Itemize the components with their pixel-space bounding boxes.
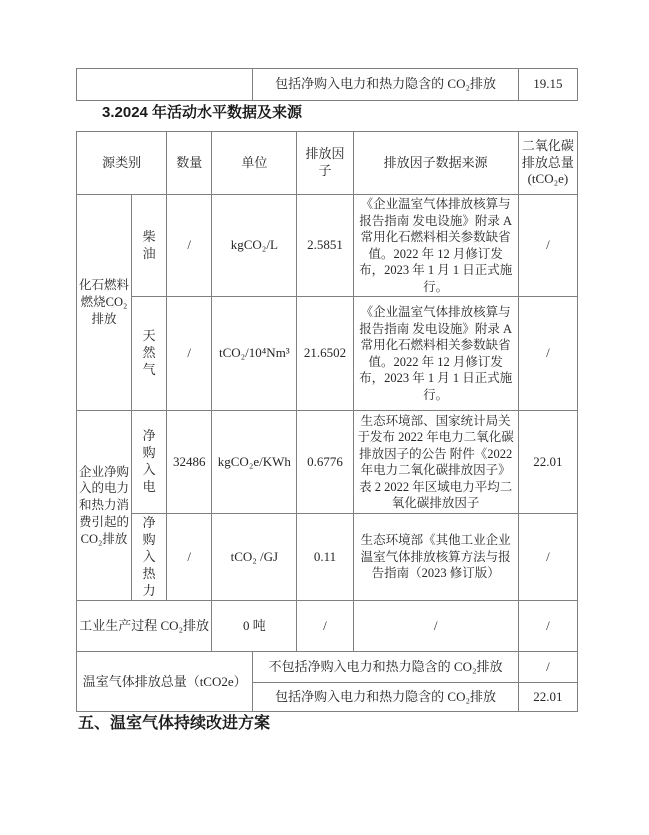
electricity-factor: 0.6776 [297, 411, 353, 514]
header-factor-source: 排放因子数据来源 [353, 132, 518, 195]
header-factor: 排放因子 [297, 132, 353, 195]
gas-unit: tCO₂/10⁴Nm³ [212, 297, 297, 411]
heat-quantity: / [167, 514, 212, 601]
total-including-value: 22.01 [518, 683, 577, 712]
totals-label: 温室气体排放总量（tCO2e） [77, 652, 253, 712]
diesel-quantity: / [167, 195, 212, 297]
diesel-unit: kgCO₂/L [212, 195, 297, 297]
carryover-empty-cell [77, 69, 253, 101]
total-excluding-text: 不包括净购入电力和热力隐含的 CO₂排放 [253, 652, 519, 683]
diesel-factor: 2.5851 [297, 195, 353, 297]
electricity-factor-source: 生态环境部、国家统计局关于发布 2022 年电力二氧化碳排放因子的公告 附件《2022 年电力二氧化碳排放因子》表 2 2022 年区域电力平均二氧化碳排放因子 [353, 411, 518, 514]
improvement-plan-heading: 五、温室气体持续改进方案 [78, 715, 271, 732]
fossil-category-cell: 化石燃料燃烧CO₂排放 [77, 195, 132, 411]
purchased-category-cell: 企业净购入的电力和热力消费引起的 CO₂排放 [77, 411, 132, 601]
heat-unit: tCO₂ /GJ [212, 514, 297, 601]
electricity-total: 22.01 [518, 411, 577, 514]
row-industrial-process [77, 601, 578, 652]
heat-name-cell: 净购入热力 [132, 514, 167, 601]
carryover-including-value: 19.15 [518, 69, 577, 101]
electricity-name-cell: 净购入电 [132, 411, 167, 514]
diesel-factor-source: 《企业温室气体排放核算与报告指南 发电设施》附录 A 常用化石燃料相关参数缺省值。2022 年 12 月修订发布，2023 年 1 月 1 日正式施行。 [353, 195, 518, 297]
industrial-factor: / [297, 601, 353, 652]
heat-factor-source: 生态环境部《其他工业企业温室气体排放核算方法与报告指南（2023 修订版） [353, 514, 518, 601]
total-excluding-value: / [518, 652, 577, 683]
header-source-category: 源类别 [77, 132, 167, 195]
total-including-text: 包括净购入电力和热力隐含的 CO₂排放 [253, 683, 519, 712]
industrial-label: 工业生产过程 CO₂排放 [77, 601, 212, 652]
diesel-name-cell: 柴油 [132, 195, 167, 297]
row-diesel [77, 195, 578, 297]
industrial-factor-source: / [353, 601, 518, 652]
heat-total: / [518, 514, 577, 601]
row-purchased-electricity [77, 411, 578, 514]
carryover-including-text: 包括净购入电力和热力隐含的 CO₂排放 [253, 69, 519, 101]
header-unit: 单位 [212, 132, 297, 195]
header-quantity: 数量 [167, 132, 212, 195]
table-header-row [77, 132, 578, 195]
row-natural-gas [77, 297, 578, 411]
activity-data-heading: 3.2024 年活动水平数据及来源 [102, 104, 303, 121]
header-total: 二氧化碳排放总量(tCO₂e) [518, 132, 577, 195]
industrial-total: / [518, 601, 577, 652]
gas-quantity: / [167, 297, 212, 411]
gas-factor: 21.6502 [297, 297, 353, 411]
gas-total: / [518, 297, 577, 411]
activity-data-table [76, 131, 578, 712]
diesel-total: / [518, 195, 577, 297]
heat-factor: 0.11 [297, 514, 353, 601]
electricity-quantity: 32486 [167, 411, 212, 514]
row-purchased-heat [77, 514, 578, 601]
electricity-unit: kgCO₂e/KWh [212, 411, 297, 514]
row-total-excluding [77, 652, 578, 683]
gas-name-cell: 天然气 [132, 297, 167, 411]
gas-factor-source: 《企业温室气体排放核算与报告指南 发电设施》附录 A 常用化石燃料相关参数缺省值。2022 年 12 月修订发布，2023 年 1 月 1 日正式施行。 [353, 297, 518, 411]
carryover-total-row-table [76, 68, 578, 101]
carryover-total-row [77, 69, 578, 101]
industrial-quantity: 0 吨 [212, 601, 297, 652]
